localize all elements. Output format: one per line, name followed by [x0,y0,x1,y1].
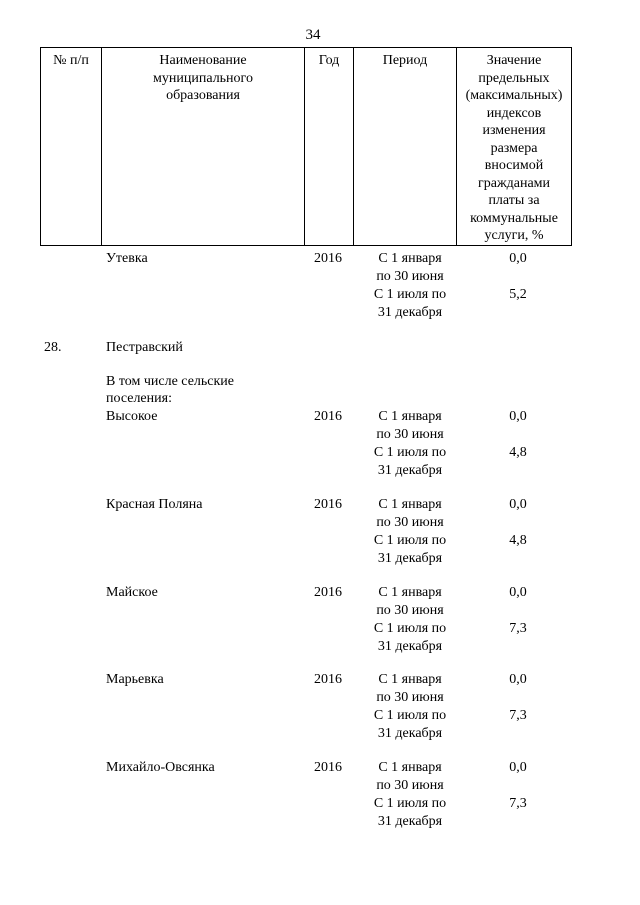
period-first-half: С 1 января по 30 июня [376,672,444,705]
period-first-half: С 1 января по 30 июня [376,251,444,284]
index-value-second-half: 7,3 [509,796,527,811]
period-second-half: С 1 июля по 31 декабря [373,796,447,829]
table-row [0,250,640,320]
municipality-name: Красная Поляна [106,497,203,512]
table-row [0,408,640,478]
subheading-rural-settlements: В том числе сельские поселения: [106,374,235,406]
period-second-half: С 1 июля по 31 декабря [373,708,447,741]
municipality-name: Марьевка [106,672,164,687]
index-value-first-half: 0,0 [509,409,527,424]
index-value-first-half: 0,0 [509,672,527,687]
header-index-value: Значение предельных (максимальных) индексов изменения размера вносимой гражданами платы за коммунальные услуги, % [457,48,572,246]
index-value-second-half: 4,8 [509,445,527,460]
table-row [0,496,640,566]
year: 2016 [314,251,342,266]
municipality-name: Михайло-Овсянка [106,760,215,775]
header-number: № п/п [41,48,102,246]
header-period: Период [354,48,457,246]
header-municipality: Наименование муниципального образования [102,48,305,246]
table-row [0,759,640,829]
year: 2016 [314,409,342,424]
table-header [40,47,572,246]
period-first-half: С 1 января по 30 июня [376,497,444,530]
index-value-second-half: 7,3 [509,708,527,723]
municipality-name: Майское [106,585,158,600]
year: 2016 [314,585,342,600]
year: 2016 [314,760,342,775]
index-value-second-half: 7,3 [509,621,527,636]
table-row [0,584,640,654]
index-value-second-half: 5,2 [509,287,527,302]
district-name: Пестравский [106,340,183,355]
header-year: Год [305,48,354,246]
table-row [0,373,640,406]
period-second-half: С 1 июля по 31 декабря [373,533,447,566]
page-number: 34 [305,27,321,43]
index-value-first-half: 0,0 [509,251,527,266]
municipality-name: Высокое [106,409,158,424]
period-second-half: С 1 июля по 31 декабря [373,445,447,478]
row-number: 28. [44,340,62,355]
table-row [0,671,640,741]
period-first-half: С 1 января по 30 июня [376,409,444,442]
period-first-half: С 1 января по 30 июня [376,760,444,793]
index-value-first-half: 0,0 [509,585,527,600]
year: 2016 [314,672,342,687]
period-second-half: С 1 июля по 31 декабря [373,621,447,654]
index-value-first-half: 0,0 [509,760,527,775]
index-value-first-half: 0,0 [509,497,527,512]
year: 2016 [314,497,342,512]
period-first-half: С 1 января по 30 июня [376,585,444,618]
municipality-name: Утевка [106,251,148,266]
index-value-second-half: 4,8 [509,533,527,548]
table-row [0,339,640,355]
period-second-half: С 1 июля по 31 декабря [373,287,447,320]
